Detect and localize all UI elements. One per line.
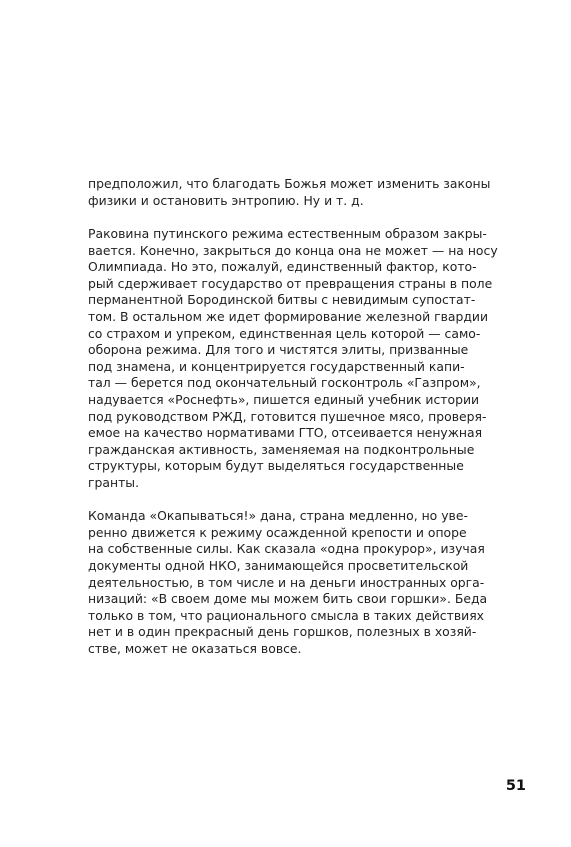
body-text — [88, 176, 498, 658]
text-line: гражданская активность, заменяемая на подконтрольные — [88, 441, 475, 457]
text-line: документы одной НКО, занимающейся просветительской — [88, 558, 469, 574]
text-line: рый сдерживает государство от превращения страны в поле — [88, 275, 493, 291]
text-line: под знамена, и концентрируется государственный капи- — [88, 358, 465, 374]
text-line: тал — берется под окончательный госконтроль «Газпром», — [88, 375, 481, 391]
text-line: структуры, которым будут выделяться государственные — [88, 458, 464, 474]
text-line: под руководством РЖД, готовится пушечное мясо, проверя- — [88, 408, 487, 424]
text-line: физики и остановить энтропию. Ну и т. д. — [88, 192, 364, 208]
text-line: Олимпиада. Но это, пожалуй, единственный фактор, кото- — [88, 259, 477, 275]
text-line: надувается «Роснефть», пишется единый учебник истории — [88, 391, 480, 407]
text-line: ренно движется к режиму осажденной крепости и опоре — [88, 524, 467, 540]
text-line: емое на качество нормативами ГТО, отсеивается ненужная — [88, 425, 483, 441]
paragraph-1 — [88, 176, 491, 209]
text-line: Раковина путинского режима естественным образом закры- — [88, 225, 487, 241]
text-line: том. В остальном же идет формирование железной гвардии — [88, 308, 489, 324]
paragraph-3 — [88, 508, 488, 657]
text-line: только в том, что рационального смысла в таких действиях — [88, 607, 484, 623]
text-line: стве, может не оказаться вовсе. — [88, 641, 302, 657]
text-line: низаций: «В своем доме мы можем бить свои горшки». Беда — [88, 591, 488, 607]
text-line: оборона режима. Для того и чистятся элиты, призванные — [88, 342, 469, 358]
text-line: предположил, что благодать Божья может изменить законы — [88, 176, 491, 191]
text-line: вается. Конечно, закрыться до конца она не может — на носу — [88, 242, 498, 258]
text-line: гранты. — [88, 474, 140, 490]
text-line: со страхом и упреком, единственная цель которой — само- — [88, 325, 481, 341]
text-line: перманентной Бородинской битвы с невидимым супостат- — [88, 292, 476, 308]
text-line: нет и в один прекрасный день горшков, полезных в хозяй- — [88, 624, 477, 640]
text-line: деятельностью, в том числе и на деньги иностранных орга- — [88, 574, 485, 590]
paragraph-2 — [88, 225, 498, 492]
text-line: на собственные силы. Как сказала «одна прокурор», изучая — [88, 541, 485, 557]
text-line: Команда «Окапываться!» дана, страна медленно, но уве- — [88, 508, 468, 524]
page-number: 51 — [505, 778, 526, 794]
